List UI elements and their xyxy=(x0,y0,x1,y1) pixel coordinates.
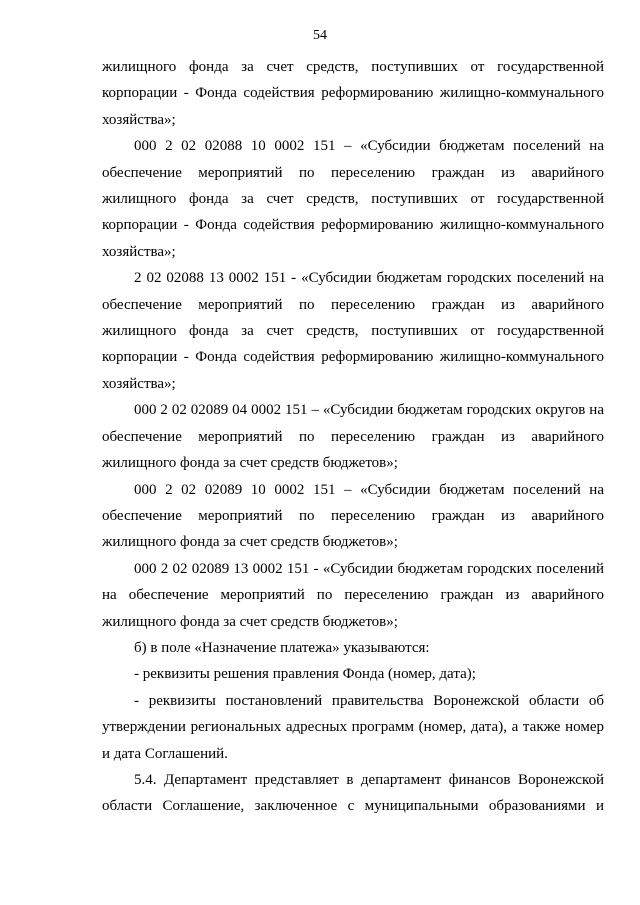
text-line: и дата Соглашений. xyxy=(102,745,228,762)
text-line: жилищного фонда за счет средств бюджетов»; xyxy=(102,613,398,630)
page-number: 54 xyxy=(313,28,327,43)
text-line: жилищного фонда за счет средств, поступивших от государственной xyxy=(102,323,604,340)
text-line: 000 2 02 02089 10 0002 151 – «Субсидии бюджетам поселений на xyxy=(134,481,604,498)
text-line: обеспечение мероприятий по переселению граждан из аварийного xyxy=(102,507,604,524)
text-line: 000 2 02 02089 13 0002 151 - «Субсидии бюджетам городских поселений xyxy=(134,560,604,577)
text-line: 000 2 02 02089 04 0002 151 – «Субсидии бюджетам городских округов на xyxy=(134,402,604,419)
text-line: утверждении региональных адресных программ (номер, дата), а также номер xyxy=(102,719,604,736)
text-line: хозяйства»; xyxy=(102,111,176,128)
text-line: корпорации - Фонда содействия реформированию жилищно-коммунального xyxy=(102,217,604,234)
text-line: жилищного фонда за счет средств бюджетов»; xyxy=(102,534,398,551)
text-line: 5.4. Департамент представляет в департамент финансов Воронежской xyxy=(134,771,604,788)
text-line: жилищного фонда за счет средств, поступивших от государственной xyxy=(102,191,604,208)
text-line: 2 02 02088 13 0002 151 - «Субсидии бюджетам городских поселений на xyxy=(134,270,604,287)
text-line: хозяйства»; xyxy=(102,375,176,392)
text-line: - реквизиты решения правления Фонда (номер, дата); xyxy=(134,666,476,683)
text-line: обеспечение мероприятий по переселению граждан из аварийного xyxy=(102,296,604,313)
text-line: области Соглашение, заключенное с муниципальными образованиями и xyxy=(102,798,604,815)
text-line: корпорации - Фонда содействия реформированию жилищно-коммунального xyxy=(102,85,604,102)
text-line: - реквизиты постановлений правительства Воронежской области об xyxy=(134,692,604,709)
text-line: 000 2 02 02088 10 0002 151 – «Субсидии бюджетам поселений на xyxy=(134,138,604,155)
text-line: обеспечение мероприятий по переселению граждан из аварийного xyxy=(102,428,604,445)
text-line: хозяйства»; xyxy=(102,243,176,260)
text-line: б) в поле «Назначение платежа» указываются: xyxy=(134,639,430,656)
text-line: на обеспечение мероприятий по переселению граждан из аварийного xyxy=(102,587,604,604)
text-line: корпорации - Фонда содействия реформированию жилищно-коммунального xyxy=(102,349,604,366)
text-line: жилищного фонда за счет средств бюджетов»; xyxy=(102,455,398,472)
text-line: обеспечение мероприятий по переселению граждан из аварийного xyxy=(102,164,604,181)
document-body xyxy=(102,54,604,820)
text-line: жилищного фонда за счет средств, поступивших от государственной xyxy=(102,59,604,75)
